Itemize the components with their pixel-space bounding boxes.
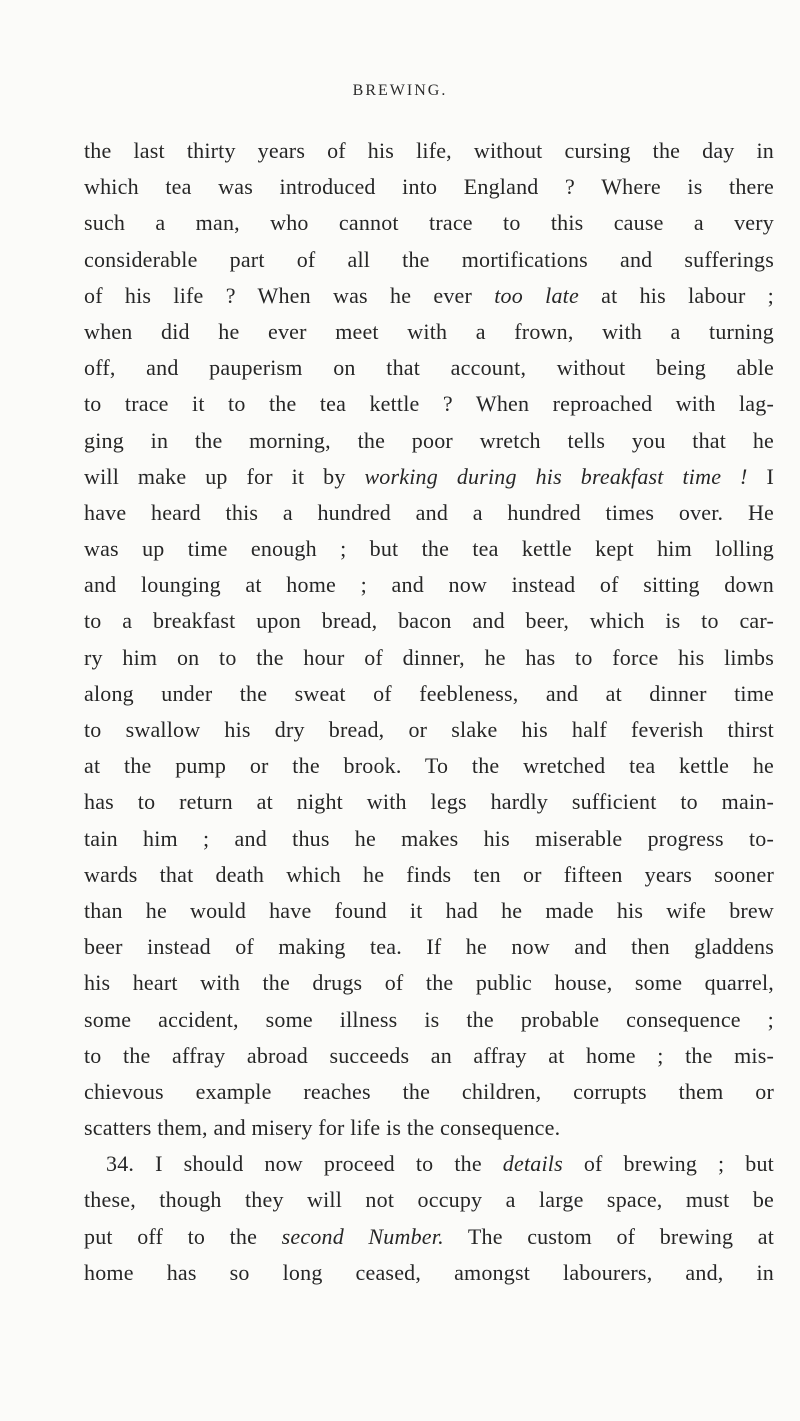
running-head: BREWING. <box>352 82 448 99</box>
text-line: along under the sweat of feebleness, and at dinner time <box>84 680 774 706</box>
italic-text: too late <box>494 282 579 308</box>
italic-text: second Number. <box>281 1223 444 1249</box>
text-line: put off to the second Number. The custom of brewing at <box>84 1223 775 1249</box>
text-line: ging in the morning, the poor wretch tells you that he <box>84 427 774 453</box>
text-line: was up time enough ; but the tea kettle kept him lolling <box>84 536 774 562</box>
text-line: of his life ? When was he ever too late at his labour ; <box>84 282 774 308</box>
text-line: 34. I should now proceed to the details of brewing ; but <box>106 1151 774 1177</box>
text-line: wards that death which he finds ten or fifteen years sooner <box>84 861 774 887</box>
text-line: considerable part of all the mortifications and sufferings <box>84 246 774 272</box>
text-line: beer instead of making tea. If he now and then gladdens <box>84 934 774 960</box>
text-line: the last thirty years of his life, without cursing the day in <box>84 138 774 163</box>
text-line: to a breakfast upon bread, bacon and beer, which is to car- <box>84 608 774 634</box>
text-line: such a man, who cannot trace to this cause a very <box>84 210 774 236</box>
text-line: when did he ever meet with a frown, with a turning <box>84 318 774 344</box>
text-line: chievous example reaches the children, corrupts them or <box>84 1078 774 1104</box>
text-line: some accident, some illness is the probable consequence ; <box>84 1006 774 1032</box>
text-line: home has so long ceased, amongst labourers, and, in <box>84 1259 774 1285</box>
text-line: to swallow his dry bread, or slake his half feverish thirst <box>84 717 774 742</box>
text-line: at the pump or the brook. To the wretched tea kettle he <box>84 753 774 779</box>
text-line: than he would have found it had he made his wife brew <box>84 897 774 923</box>
text-line: have heard this a hundred and a hundred times over. He <box>84 499 774 525</box>
text-line: which tea was introduced into England ? Where is there <box>84 174 774 200</box>
text-line: these, though they will not occupy a large space, must be <box>84 1187 774 1213</box>
body-text <box>84 133 774 1291</box>
text-line: his heart with the drugs of the public house, some quarrel, <box>84 970 774 996</box>
italic-text: details <box>502 1151 563 1177</box>
text-line: to the affray abroad succeeds an affray at home ; the mis- <box>84 1042 774 1068</box>
text-line: will make up for it by working during his breakfast time ! I <box>84 463 774 489</box>
text-line: has to return at night with legs hardly sufficient to main- <box>84 789 774 815</box>
text-line: tain him ; and thus he makes his miserable progress to- <box>84 825 774 851</box>
text-line: scatters them, and misery for life is the consequence. <box>84 1115 561 1141</box>
italic-text: working during his breakfast time ! <box>364 463 748 489</box>
text-line: to trace it to the tea kettle ? When reproached with lag- <box>84 391 774 417</box>
text-line: ry him on to the hour of dinner, he has to force his limbs <box>84 644 774 670</box>
text-line: off, and pauperism on that account, without being able <box>84 355 774 381</box>
text-line: and lounging at home ; and now instead of sitting down <box>84 572 774 598</box>
